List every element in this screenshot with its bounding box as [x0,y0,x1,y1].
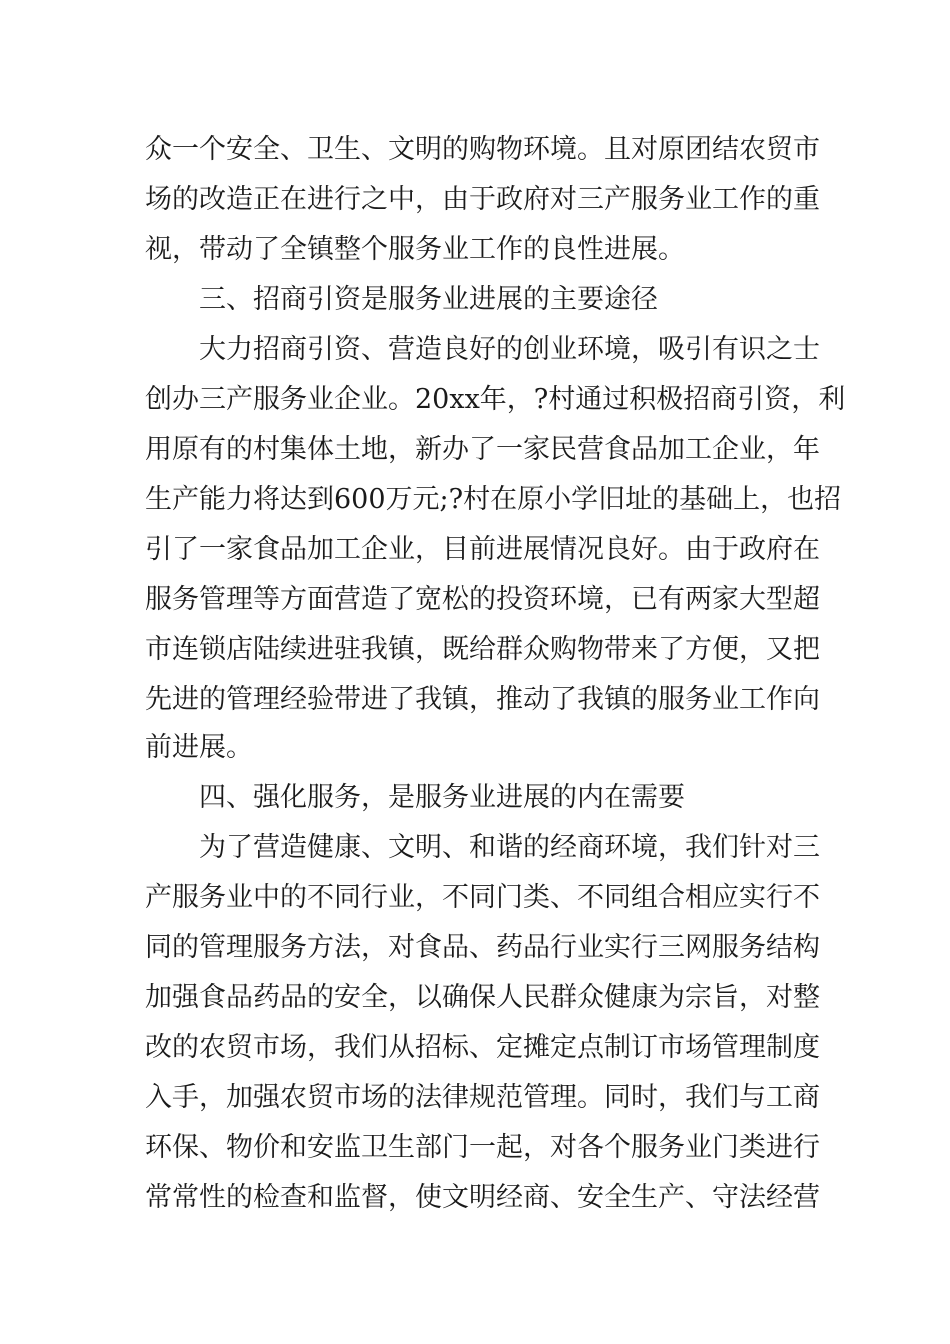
text-line: 先进的管理经验带进了我镇，推动了我镇的服务业工作向 [145,684,820,715]
text-line: 创办三产服务业企业。20xx年，?村通过积极招商引资，利 [145,384,846,415]
text-line: 前进展。 [145,732,253,763]
text-line: 入手，加强农贸市场的法律规范管理。同时，我们与工商 [145,1082,820,1113]
text-line: 同的管理服务方法，对食品、药品行业实行三网服务结构 [145,932,820,963]
text-line: 视，带动了全镇整个服务业工作的良性进展。 [145,234,685,265]
paragraph-first-line: 为了营造健康、文明、和谐的经商环境，我们针对三 [199,832,820,863]
text-line: 常常性的检查和监督，使文明经商、安全生产、守法经营 [145,1182,820,1213]
text-line: 场的改造正在进行之中，由于政府对三产服务业工作的重 [145,184,820,215]
text-line: 生产能力将达到600万元;?村在原小学旧址的基础上，也招 [145,484,842,515]
text-line: 服务管理等方面营造了宽松的投资环境，已有两家大型超 [145,584,820,615]
text-line: 引了一家食品加工企业，目前进展情况良好。由于政府在 [145,534,820,565]
text-line: 众一个安全、卫生、文明的购物环境。且对原团结农贸市 [145,134,820,165]
text-line: 加强食品药品的安全，以确保人民群众健康为宗旨，对整 [145,982,820,1013]
text-line: 环保、物价和安监卫生部门一起，对各个服务业门类进行 [145,1132,820,1163]
section-heading-3: 三、招商引资是服务业进展的主要途径 [199,284,658,315]
text-line: 产服务业中的不同行业，不同门类、不同组合相应实行不 [145,882,820,913]
paragraph-first-line: 大力招商引资、营造良好的创业环境，吸引有识之士 [199,334,820,365]
text-line: 市连锁店陆续进驻我镇，既给群众购物带来了方便，又把 [145,634,820,665]
text-line: 改的农贸市场，我们从招标、定摊定点制订市场管理制度 [145,1032,820,1063]
text-line: 用原有的村集体土地，新办了一家民营食品加工企业，年 [145,434,820,465]
section-heading-4: 四、强化服务，是服务业进展的内在需要 [199,782,685,813]
